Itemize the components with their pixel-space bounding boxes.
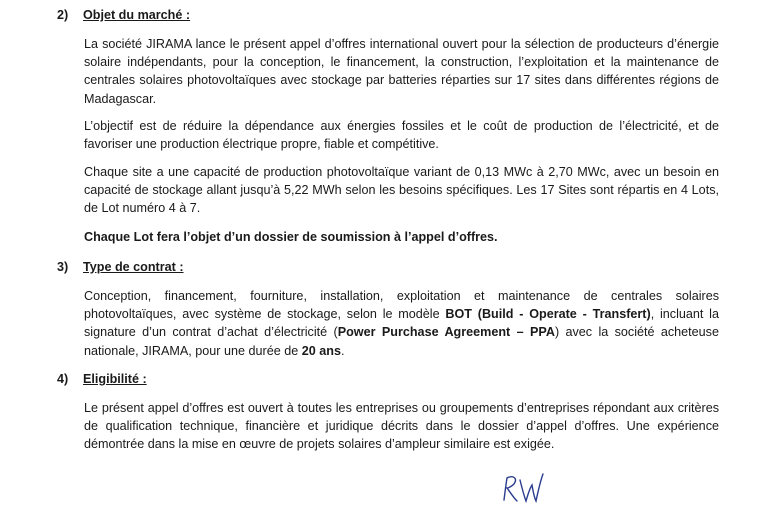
- section-number: 3): [57, 260, 69, 274]
- paragraph: Le présent appel d’offres est ouvert à toutes les entreprises ou groupements d’entreprises répondant aux critères de qualification technique, financière et juridique décrits dans le dossier d’appel d’offres. Une expérience démontrée dans la mise en œuvre de projets solaires d’ampleur similaire est exigée.: [84, 401, 719, 452]
- section-number: 4): [57, 372, 69, 386]
- contract-text-2: , incluant la signature d’un contrat d’achat d’électricité (: [84, 307, 719, 340]
- section-title: Type de contrat :: [83, 260, 184, 274]
- contract-text-1: Conception, financement, fourniture, installation, exploitation et maintenance de centrales solaires photovoltaïques, avec système de stockage, selon le modèle: [84, 289, 719, 322]
- paragraph: L’objectif est de réduire la dépendance aux énergies fossiles et le coût de production de l’électricité, et de favoriser une production électrique propre, fiable et compétitive.: [84, 119, 719, 152]
- section-heading-eligibilite: [57, 370, 147, 388]
- contract-duration: 20 ans: [301, 343, 341, 358]
- section-heading-objet: [57, 6, 190, 24]
- paragraph-bold: Chaque Lot fera l’objet d’un dossier de soumission à l’appel d’offres.: [84, 230, 498, 244]
- bot-model: BOT (Build - Operate - Transfert): [445, 307, 651, 322]
- contract-text-4: .: [340, 343, 345, 358]
- section-title: Eligibilité :: [83, 372, 147, 386]
- paragraph: La société JIRAMA lance le présent appel d’offres international ouvert pour la sélection de producteurs d’énergie solaire indépendants, pour la conception, le financement, la construction, l’exploitation et la maintenance de centrales solaires photovoltaïques avec stockage par batteries réparties sur 17 sites dans différentes régions de Madagascar.: [84, 37, 719, 106]
- paragraph: Chaque site a une capacité de production photovoltaïque variant de 0,13 MWc à 2,70 MWc, avec un besoin en capacité de stockage allant jusqu’à 5,22 MWh selon les besoins spécifiques. Les 17 Sites sont répartis en 4 Lots, de Lot numéro 4 à 7.: [84, 165, 719, 216]
- contract-text-3: ) avec la société acheteuse nationale, JIRAMA, pour une durée de: [84, 325, 719, 358]
- section-number: 2): [57, 8, 69, 22]
- section-heading-type-contrat: [57, 258, 184, 276]
- ppa-term: Power Purchase Agreement – PPA: [337, 325, 555, 340]
- signature-initials: [498, 470, 548, 510]
- contract-paragraph: [84, 287, 719, 360]
- section-title: Objet du marché :: [83, 8, 191, 22]
